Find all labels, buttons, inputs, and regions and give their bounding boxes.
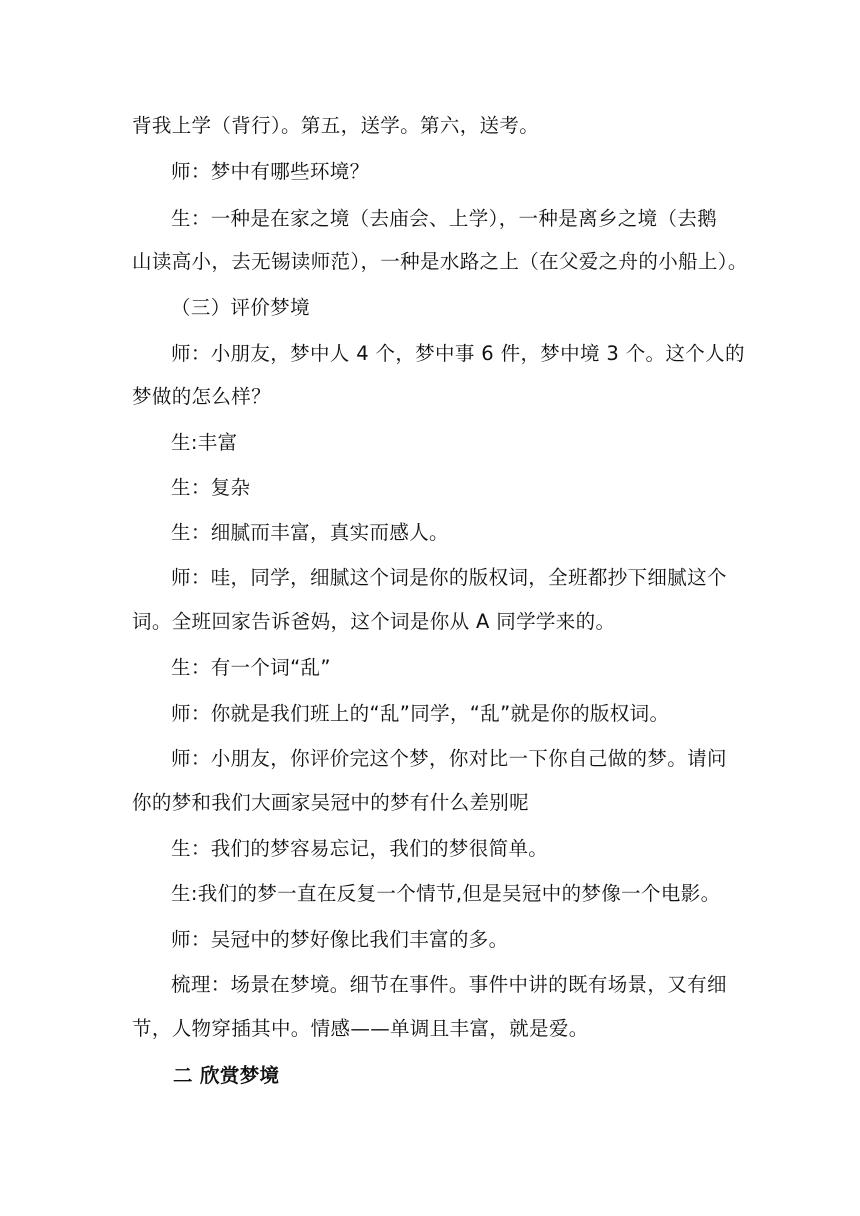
text-line: 你的梦和我们大画家吴冠中的梦有什么差别呢 bbox=[132, 791, 530, 814]
text-line: 节，人物穿插其中。情感——单调且丰富，就是爱。 bbox=[132, 1017, 589, 1040]
text-line: 师：小朋友，你评价完这个梦，你对比一下你自己做的梦。请问 bbox=[171, 747, 727, 770]
section-heading: （三）评价梦境 bbox=[171, 296, 310, 319]
text-line: 生：有一个词“乱” bbox=[171, 656, 331, 679]
text-line: 山读高小，去无锡读师范），一种是水路之上（在父爱之舟的小船上）。 bbox=[132, 250, 748, 273]
text-line: 师：梦中有哪些环境？ bbox=[171, 160, 370, 183]
text-line: 背我上学（背行）。第五，送学。第六，送考。 bbox=[132, 114, 540, 137]
text-line: 师：你就是我们班上的“乱”同学，“乱”就是你的版权词。 bbox=[171, 702, 670, 725]
text-line: 生：一种是在家之境（去庙会、上学），一种是离乡之境（去鹅 bbox=[171, 207, 718, 230]
text-line: 词。全班回家告诉爸妈，这个词是你从 A 同学学来的。 bbox=[132, 610, 616, 633]
text-line: 生:我们的梦一直在反复一个情节,但是吴冠中的梦像一个电影。 bbox=[171, 882, 721, 905]
text-line: 师：吴冠中的梦好像比我们丰富的多。 bbox=[171, 928, 509, 951]
section-heading: 二 欣赏梦境 bbox=[173, 1064, 280, 1087]
text-line: 师：哇，同学，细腻这个词是你的版权词，全班都抄下细腻这个 bbox=[171, 566, 727, 589]
text-line: 生：我们的梦容易忘记，我们的梦很简单。 bbox=[171, 837, 549, 860]
text-line: 生:丰富 bbox=[171, 431, 238, 454]
text-line: 师：小朋友，梦中人 4 个，梦中事 6 件，梦中境 3 个。这个人的 bbox=[171, 342, 745, 365]
text-line: 梦做的怎么样？ bbox=[132, 385, 271, 408]
text-line: 梳理：场景在梦境。细节在事件。事件中讲的既有场景，又有细 bbox=[171, 973, 727, 996]
text-line: 生：复杂 bbox=[171, 476, 251, 499]
text-line: 生：细腻而丰富，真实而感人。 bbox=[171, 521, 449, 544]
